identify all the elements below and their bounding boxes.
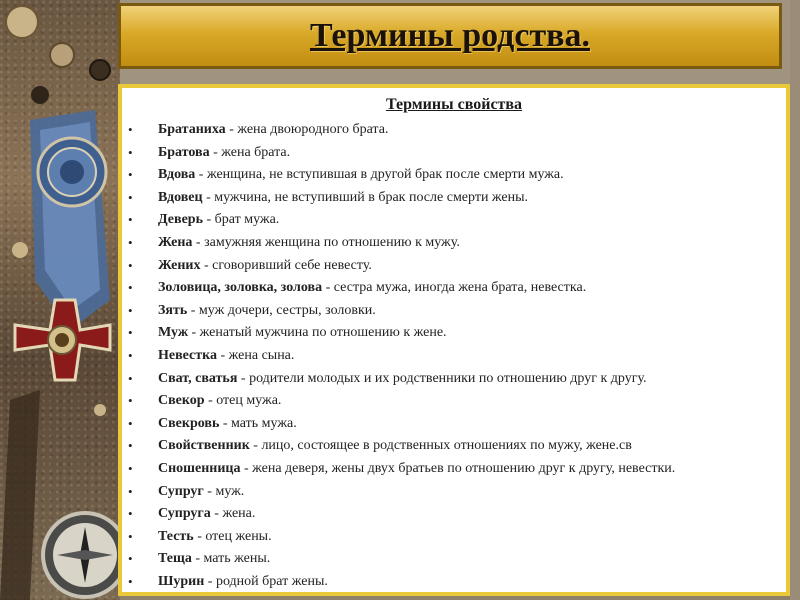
bullet: • (128, 483, 133, 499)
bullet: • (128, 122, 133, 137)
list-item (128, 300, 675, 323)
background-decoration (0, 0, 120, 600)
term-definition: - мать мужа. (219, 415, 297, 431)
bullet: • (128, 551, 133, 567)
term-definition: - муж. (203, 483, 245, 499)
list-item (128, 209, 675, 232)
term-name: Жена (158, 234, 193, 250)
term-definition: - мужчина, не вступивший в брак после смерти жены. (202, 189, 529, 205)
bullet: • (128, 415, 133, 431)
list-item (128, 526, 675, 549)
list-item (128, 164, 675, 187)
bullet: • (128, 347, 133, 363)
term-definition: - брат мужа. (202, 212, 280, 228)
term-definition: - жена двоюродного брата. (225, 122, 389, 137)
bullet: • (128, 167, 133, 183)
list-item (128, 548, 675, 571)
term-name: Вдовец (158, 189, 203, 205)
list-item (128, 571, 675, 594)
term-name: Жених (158, 257, 201, 273)
dark-button-icon (31, 86, 49, 104)
term-name: Свекор (158, 393, 205, 409)
bullet: • (128, 302, 133, 318)
list-item (128, 345, 675, 368)
term-name: Теща (158, 551, 192, 567)
term-name: Супруга (158, 506, 211, 522)
term-definition: - замужняя женщина по отношению к мужу. (192, 234, 460, 250)
bullet: • (128, 393, 133, 409)
term-name: Свойственник (158, 438, 250, 454)
term-definition: - отец мужа. (204, 393, 282, 409)
list-item (128, 232, 675, 255)
bullet: • (128, 370, 133, 386)
bullet: • (128, 325, 133, 341)
bullet: • (128, 189, 133, 205)
bullet: • (128, 212, 133, 228)
term-name: Муж (158, 325, 188, 341)
bullet: • (128, 234, 133, 250)
term-definition: - лицо, состоящее в родственных отношениях по мужу, жене.св (249, 438, 632, 454)
section-heading: Термины свойства (385, 96, 523, 113)
term-name: Зять (158, 302, 188, 318)
term-definition: - родной брат жены. (204, 573, 328, 589)
compass-icon (43, 513, 120, 597)
list-item (128, 368, 675, 391)
list-item (128, 119, 675, 142)
list-item (128, 390, 675, 413)
list-item (128, 187, 675, 210)
term-name: Сват, сватья (158, 370, 238, 386)
term-name: Свекровь (158, 415, 220, 431)
term-name: Невестка (158, 347, 217, 363)
bullet: • (128, 460, 133, 476)
term-name: Тесть (158, 528, 194, 544)
term-definition: - женатый мужчина по отношению к жене. (188, 325, 447, 341)
term-definition: - жена. (210, 506, 256, 522)
medals-illustration (0, 0, 120, 600)
background-right-edge (790, 0, 800, 600)
bullet: • (128, 280, 133, 296)
list-item (128, 322, 675, 345)
bullet: • (128, 144, 133, 160)
term-definition: - родители молодых и их родственники по отношению друг к другу. (237, 370, 647, 386)
list-item (128, 413, 675, 436)
term-definition: - муж дочери, сестры, золовки. (187, 302, 376, 318)
term-name: Братова (158, 144, 210, 160)
coin-icon (94, 404, 106, 416)
bullet: • (128, 257, 133, 273)
term-definition: - жена брата. (209, 144, 291, 160)
list-item (128, 255, 675, 278)
term-name: Братаниха (158, 122, 226, 137)
list-item (128, 503, 675, 526)
bullet: • (128, 528, 133, 544)
term-definition: - сестра мужа, иногда жена брата, невестка. (322, 280, 587, 296)
dark-button-icon (90, 60, 110, 80)
term-name: Сношенница (158, 460, 241, 476)
term-name: Шурин (158, 573, 205, 589)
list-item (128, 458, 675, 481)
term-definition: - жена сына. (217, 347, 295, 363)
bullet: • (128, 573, 133, 589)
term-definition: - сговоривший себе невесту. (200, 257, 372, 273)
coin-icon (6, 6, 38, 38)
term-definition: - женщина, не вступившая в другой брак после смерти мужа. (195, 167, 564, 183)
term-name: Золовица, золовка, золова (158, 280, 323, 296)
rosette-icon (38, 138, 106, 206)
cross-medal-icon (15, 300, 110, 380)
list-item (128, 142, 675, 165)
list-item (128, 481, 675, 504)
bullet: • (128, 506, 133, 522)
term-list (128, 119, 675, 593)
content-panel (118, 84, 790, 596)
term-definition: - отец жены. (193, 528, 272, 544)
term-definition: - мать жены. (191, 551, 271, 567)
term-definition: - жена деверя, жены двух братьев по отношению друг к другу, невестки. (240, 460, 676, 476)
list-item (128, 435, 675, 458)
coin-icon (50, 43, 74, 67)
term-name: Деверь (158, 212, 203, 228)
title-banner (118, 3, 782, 69)
term-name: Вдова (158, 167, 196, 183)
page-title: Термины родства. (309, 17, 591, 54)
list-item (128, 277, 675, 300)
term-name: Супруг (158, 483, 204, 499)
bullet: • (128, 438, 133, 454)
coin-icon (12, 242, 28, 258)
